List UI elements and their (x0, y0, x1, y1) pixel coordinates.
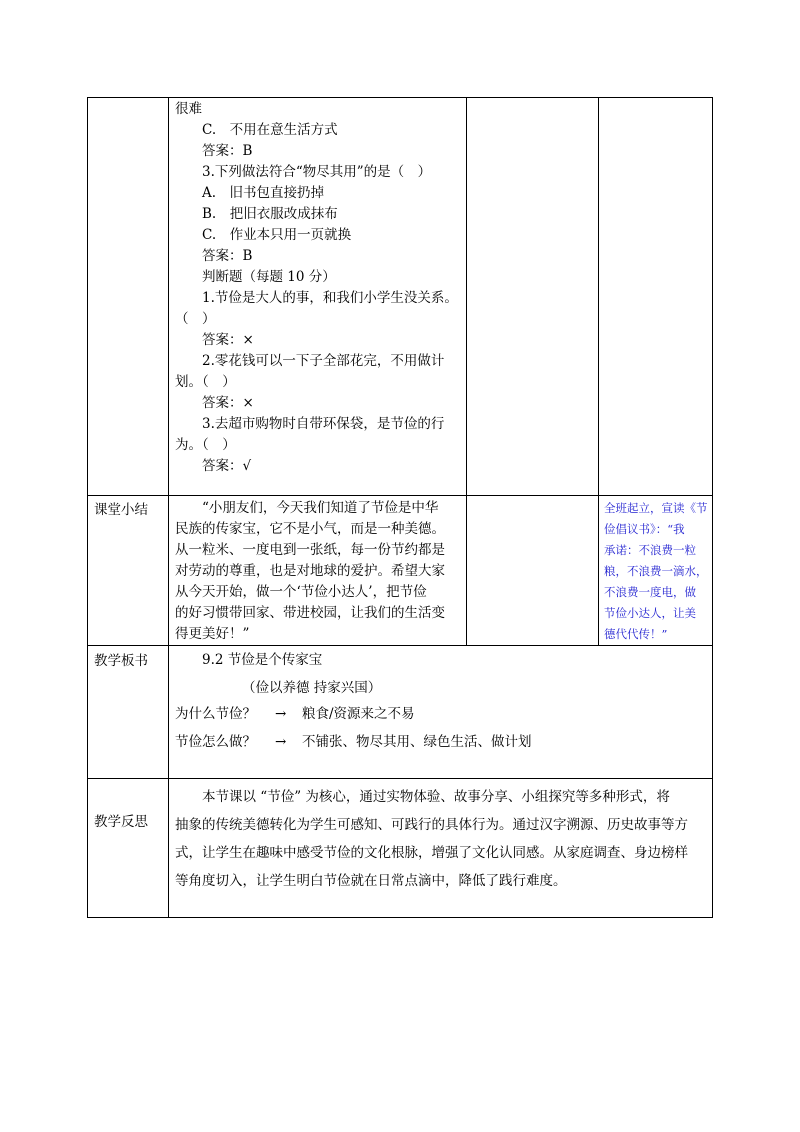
quiz-line: 答案：× (202, 395, 254, 411)
table-border-left (87, 97, 88, 918)
quiz-line: 3.去超市购物时自带环保袋，是节俭的行 (202, 416, 445, 432)
arrow-icon: → (275, 706, 287, 722)
board-title: 9.2 节俭是个传家宝 (202, 652, 323, 668)
row-divider-summary (87, 495, 713, 496)
quiz-line: （ ） (175, 311, 216, 327)
summary-line: 的好习惯带回家、带进校园，让我们的生活变 (175, 605, 445, 621)
quiz-line: 很难 (175, 101, 202, 117)
student-activity-line: 承诺：不浪费一粒 (604, 543, 696, 557)
row-divider-board (87, 645, 713, 646)
column-divider-3 (598, 97, 599, 646)
reflection-line: 抽象的传统美德转化为学生可感知、可践行的具体行为。通过汉字溯源、历史故事等方 (175, 817, 688, 833)
summary-line: 从今天开始，做一个‘节俭小达人’，把节俭 (175, 584, 427, 600)
student-activity-line: 不浪费一度电，做 (604, 585, 696, 599)
reflection-line: 等角度切入，让学生明白节俭就在日常点滴中，降低了践行难度。 (175, 873, 567, 889)
column-divider-1 (168, 97, 169, 918)
quiz-line: 答案：B (202, 248, 253, 264)
student-activity-line: 粮，不浪费一滴水， (604, 564, 708, 578)
student-activity-line: 德代代传！” (604, 627, 668, 641)
quiz-line: 3.下列做法符合“物尽其用”的是（ ） (202, 164, 432, 180)
quiz-line: 答案：B (202, 143, 253, 159)
quiz-line: 为。（ ） (175, 437, 236, 453)
column-divider-2 (466, 97, 467, 646)
board-label: 教学板书 (94, 653, 148, 669)
quiz-line: 判断题（每题 10 分） (202, 269, 336, 285)
reflection-label: 教学反思 (94, 814, 148, 830)
arrow-icon: → (275, 734, 287, 750)
table-border-top (87, 97, 713, 98)
quiz-line: 2.零花钱可以一下子全部花完，不用做计 (202, 353, 445, 369)
board-question-why: 为什么节俭？ (175, 706, 256, 722)
summary-line: 得更美好！” (175, 626, 250, 642)
board-question-how: 节俭怎么做？ (175, 734, 256, 750)
table-border-bottom (87, 917, 713, 918)
quiz-line: C. 不用在意生活方式 (202, 122, 338, 138)
quiz-line: C. 作业本只用一页就换 (202, 227, 352, 243)
quiz-line: 答案：√ (202, 458, 252, 474)
reflection-line: 本节课以 “节俭” 为核心，通过实物体验、故事分享、小组探究等多种形式，将 (202, 789, 670, 805)
quiz-line: 1.节俭是大人的事，和我们小学生没关系。 (202, 290, 458, 306)
reflection-line: 式，让学生在趣味中感受节俭的文化根脉，增强了文化认同感。从家庭调查、身边榜样 (175, 845, 688, 861)
board-answer-why: 粮食/资源来之不易 (302, 706, 415, 722)
student-activity-line: 节俭小达人，让美 (604, 606, 696, 620)
summary-line: 民族的传家宝，它不是小气，而是一种美德。 (175, 521, 445, 537)
summary-line: 对劳动的尊重，也是对地球的爱护。希望大家 (175, 563, 445, 579)
table-border-right (712, 97, 713, 918)
board-subtitle: （俭以养德 持家兴国） (242, 680, 382, 696)
summary-line: “小朋友们，今天我们知道了节俭是中华 (202, 500, 439, 516)
board-answer-how: 不铺张、物尽其用、绿色生活、做计划 (302, 734, 532, 750)
quiz-line: A. 旧书包直接扔掉 (202, 185, 325, 201)
summary-line: 从一粒米、一度电到一张纸，每一份节约都是 (175, 542, 445, 558)
quiz-line: 划。（ ） (175, 374, 236, 390)
quiz-line: 答案：× (202, 332, 254, 348)
row-divider-reflection (87, 778, 713, 779)
summary-label: 课堂小结 (94, 502, 148, 518)
student-activity-line: 俭倡议书》：“我 (604, 522, 685, 536)
student-activity-line: 全班起立，宣读《节 (604, 501, 708, 515)
quiz-line: B. 把旧衣服改成抹布 (202, 206, 338, 222)
